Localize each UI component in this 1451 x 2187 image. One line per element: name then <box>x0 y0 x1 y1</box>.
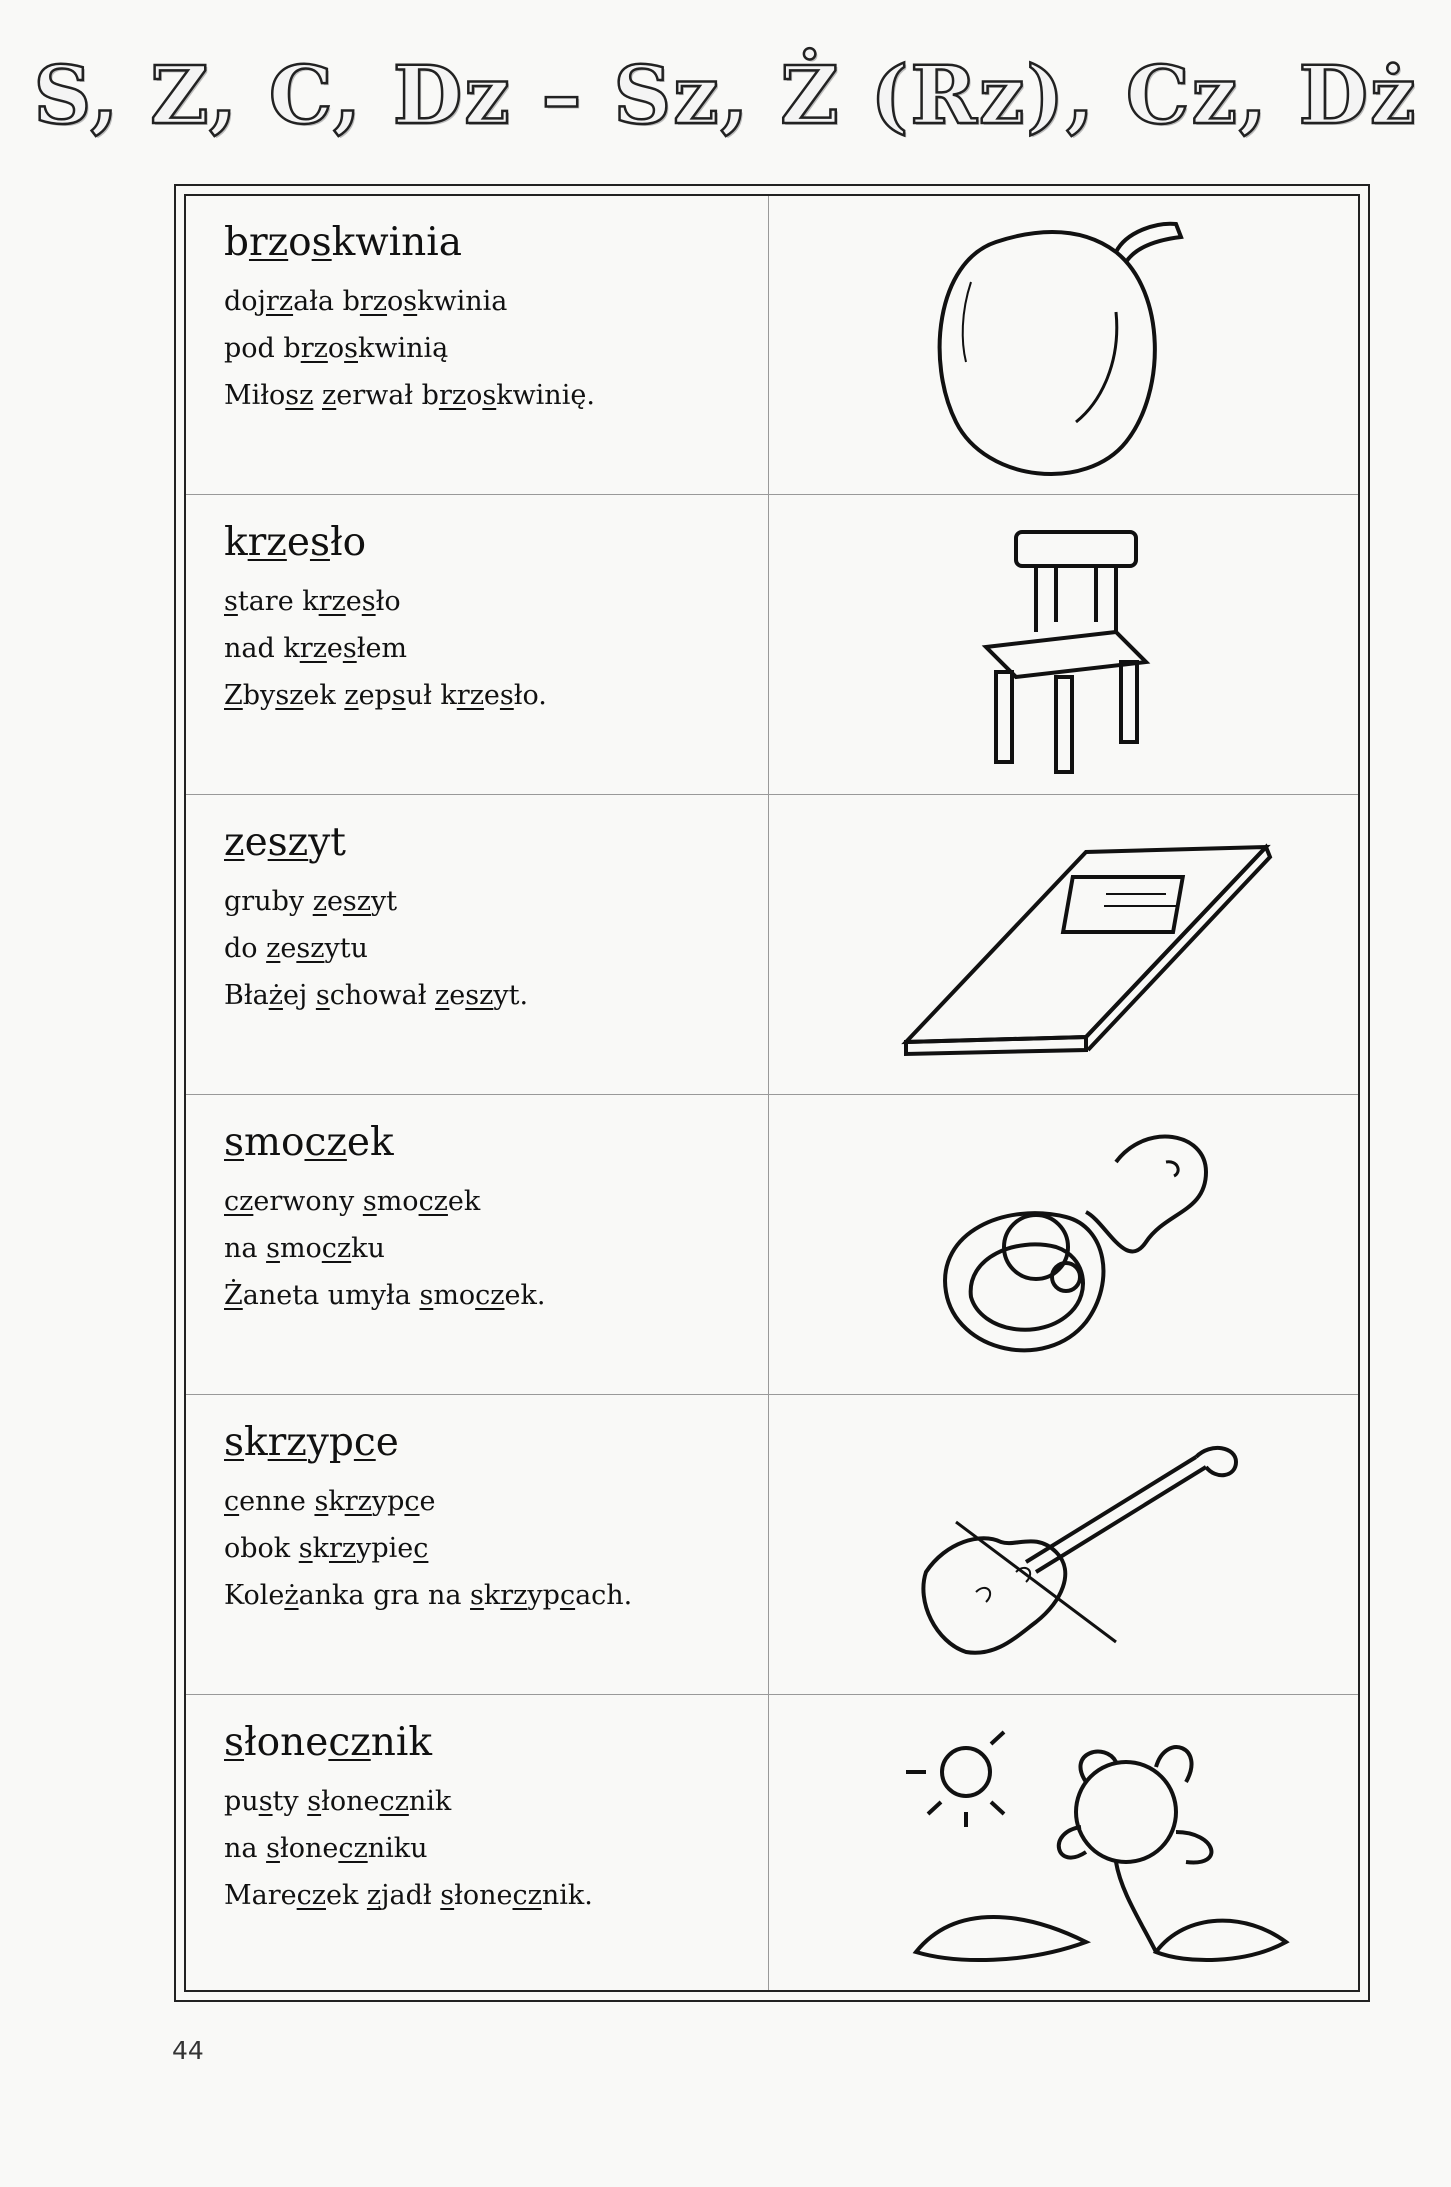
exercise-row <box>186 1696 1358 1994</box>
exercise-sentence: na smoczku <box>224 1233 385 1264</box>
exercise-sentence: gruby zeszyt <box>224 886 398 917</box>
exercise-word: słonecznik <box>224 1720 432 1765</box>
exercise-sentence: Koleżanka gra na skrzypcach. <box>224 1580 633 1611</box>
exercise-sentence: Żaneta umyła smoczek. <box>224 1280 546 1311</box>
exercise-text-cell <box>224 1418 744 1619</box>
exercise-sentence: nad krzesłem <box>224 633 408 664</box>
exercise-sentence: stare krzesło <box>224 586 401 617</box>
exercise-text-cell <box>224 218 744 419</box>
exercise-sentence: cenne skrzypce <box>224 1486 436 1517</box>
exercise-sentence: dojrzała brzoskwinia <box>224 286 508 317</box>
exercise-sentence: pusty słonecznik <box>224 1786 452 1817</box>
exercise-word: zeszyt <box>224 820 346 865</box>
page-number: 44 <box>172 2036 204 2065</box>
violin-icon <box>786 1402 1346 1688</box>
exercise-sentence: Miłosz zerwał brzoskwinię. <box>224 380 595 411</box>
exercise-sentence: Błażej schował zeszyt. <box>224 980 529 1011</box>
notebook-icon <box>786 802 1346 1088</box>
chair-icon <box>786 502 1346 788</box>
exercise-table-inner <box>184 194 1360 1992</box>
exercise-word: skrzypce <box>224 1420 399 1465</box>
exercise-sentence: na słoneczniku <box>224 1833 428 1864</box>
page-title: S, Z, C, Dz – Sz, Ż (Rz), Cz, Dż <box>33 48 1418 142</box>
exercise-sentence: Zbyszek zepsuł krzesło. <box>224 680 547 711</box>
exercise-word: krzesło <box>224 520 367 565</box>
exercise-sentence: Mareczek zjadł słonecznik. <box>224 1880 593 1911</box>
exercise-row <box>186 196 1358 495</box>
exercise-table <box>174 184 1370 2002</box>
exercise-text-cell <box>224 1718 744 1919</box>
exercise-word: brzoskwinia <box>224 220 463 265</box>
pacifier-icon <box>786 1102 1346 1388</box>
exercise-row <box>186 796 1358 1095</box>
exercise-text-cell <box>224 1118 744 1319</box>
exercise-sentence: czerwony smoczek <box>224 1186 481 1217</box>
exercise-row <box>186 1396 1358 1695</box>
exercise-text-cell <box>224 518 744 719</box>
exercise-row <box>186 1096 1358 1395</box>
exercise-word: smoczek <box>224 1120 394 1165</box>
exercise-text-cell <box>224 818 744 1019</box>
peach-icon <box>786 202 1346 488</box>
exercise-sentence: obok skrzypiec <box>224 1533 429 1564</box>
sunflower-icon <box>786 1702 1346 1988</box>
exercise-sentence: pod brzoskwinią <box>224 333 449 364</box>
exercise-row <box>186 496 1358 795</box>
exercise-sentence: do zeszytu <box>224 933 368 964</box>
